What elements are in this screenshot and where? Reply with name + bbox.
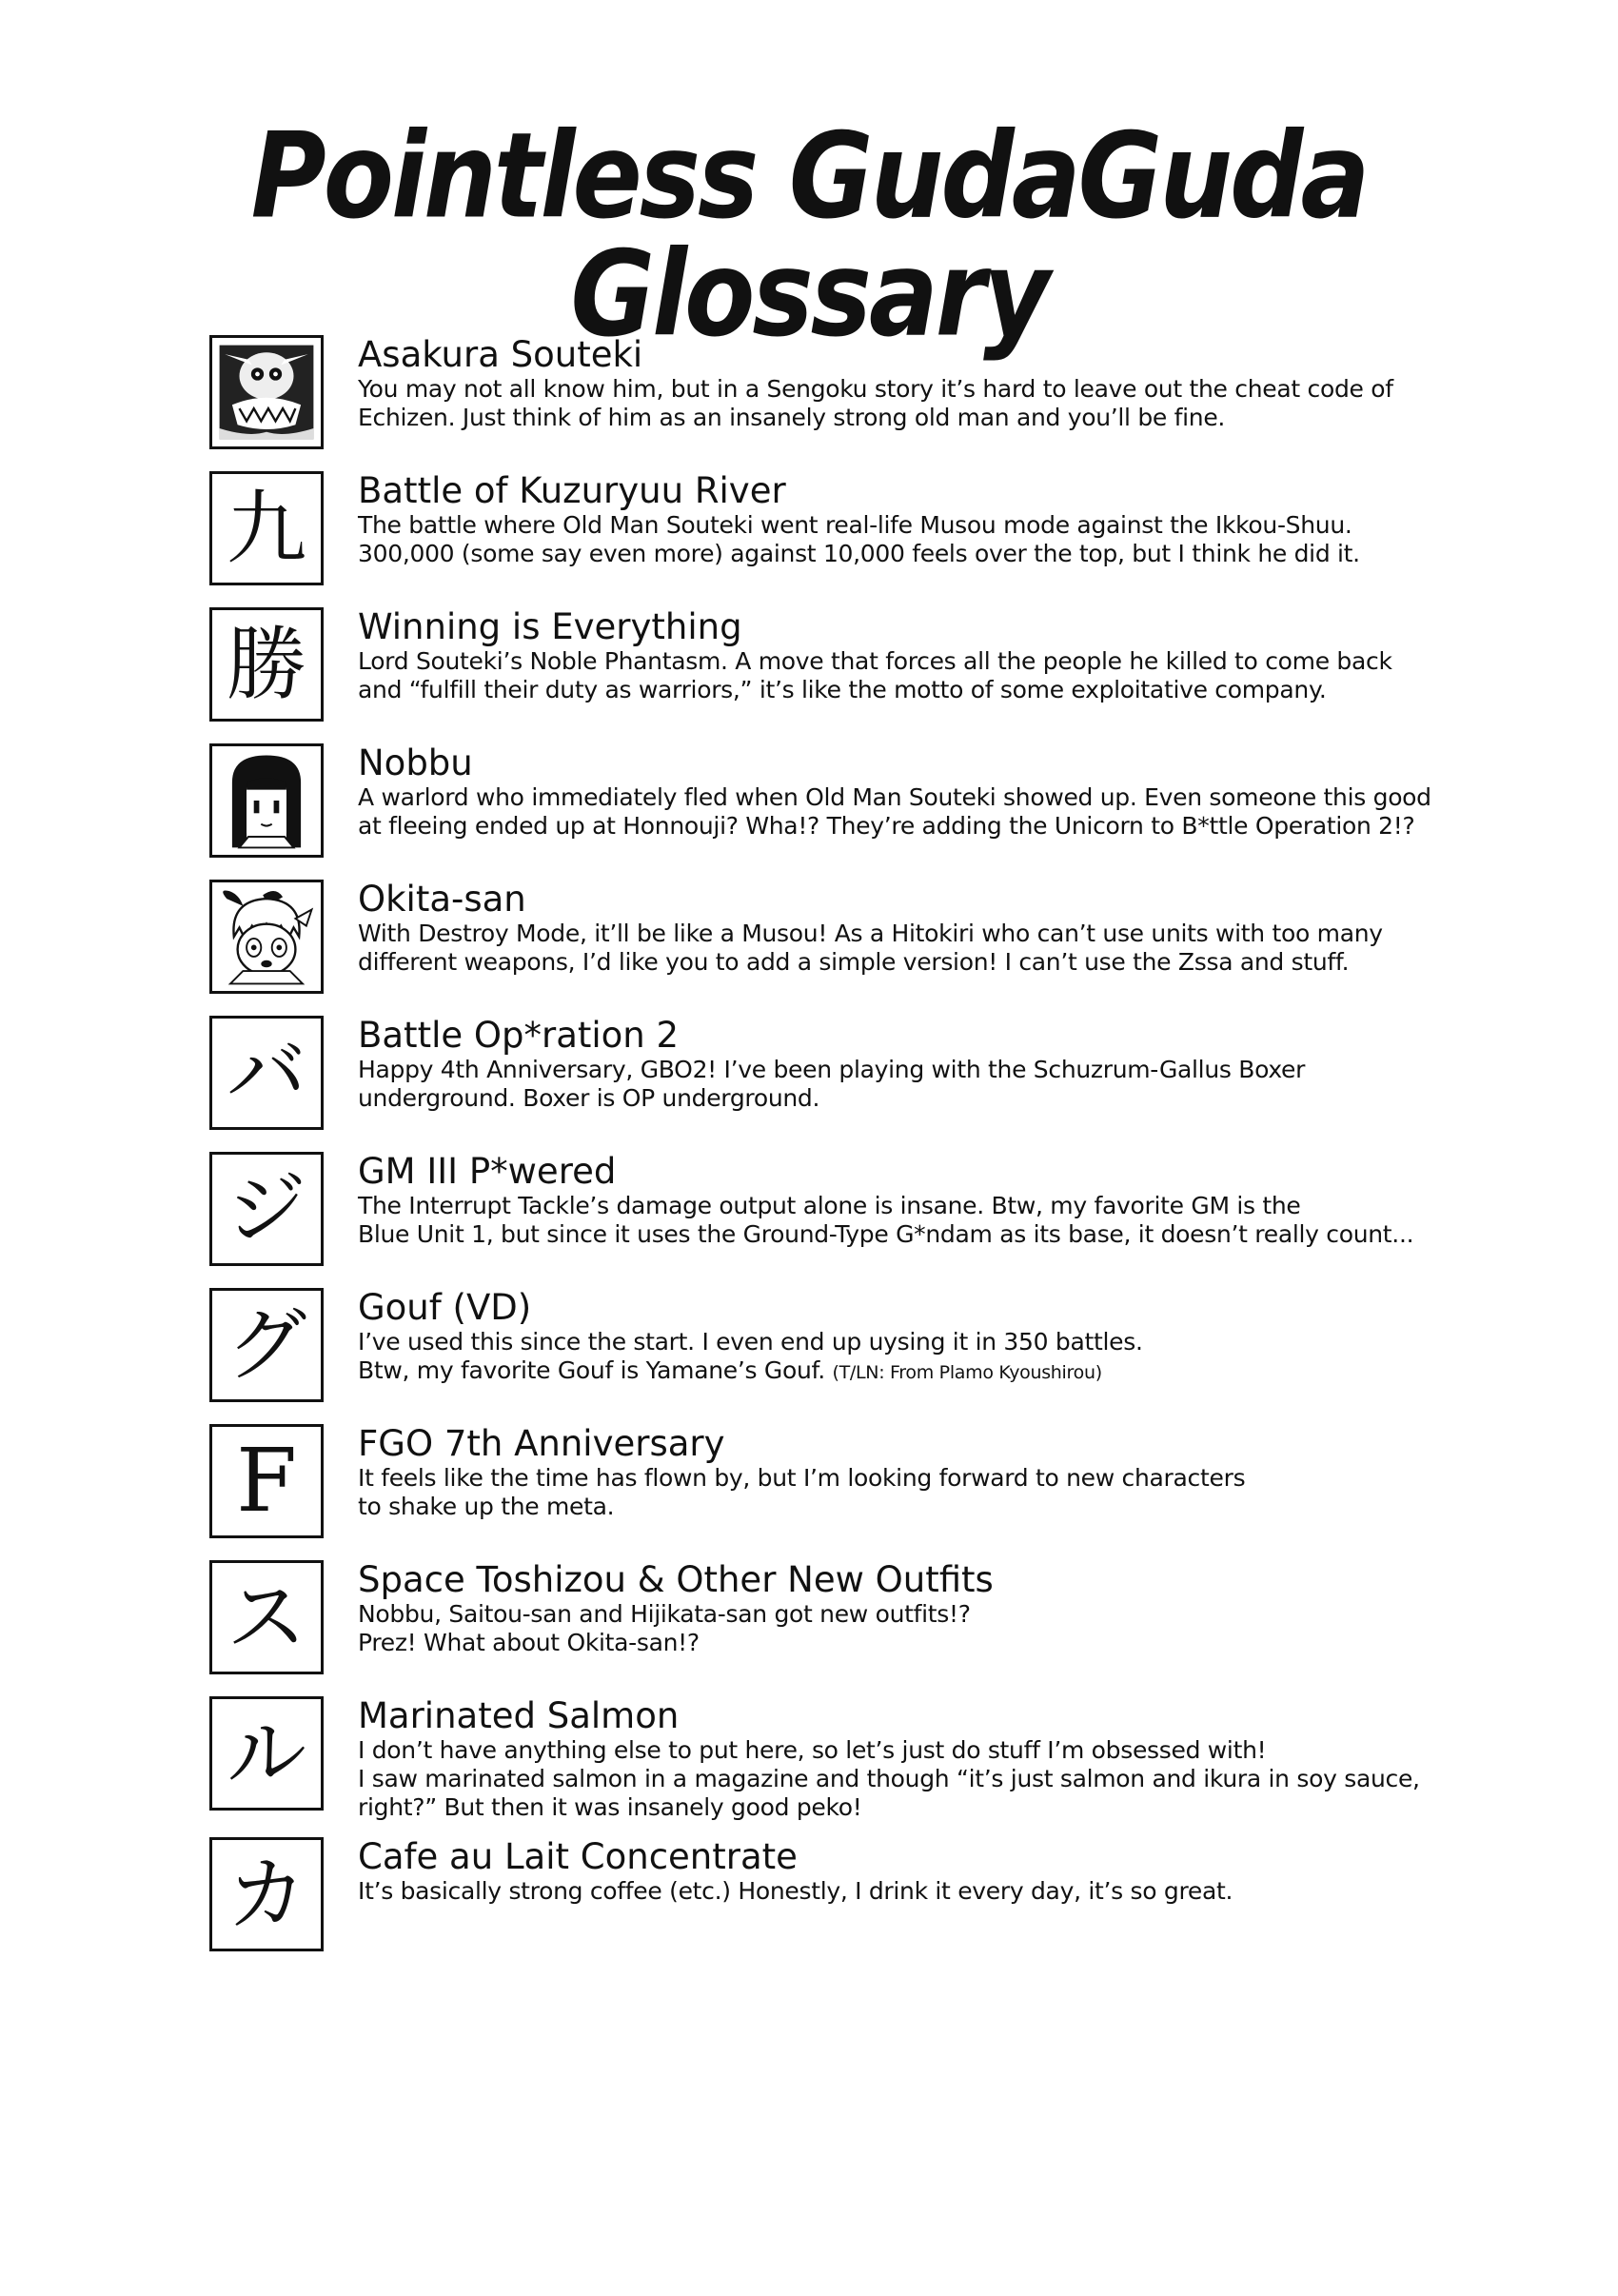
glossary-entry xyxy=(0,1288,1618,1412)
term-description-line: You may not all know him, but in a Sengoku story it’s hard to leave out the cheat code of xyxy=(358,375,1393,403)
term-title: Marinated Salmon xyxy=(358,1695,680,1736)
term-description-line: Blue Unit 1, but since it uses the Ground-Type G*ndam as its base, it doesn’t really count... xyxy=(358,1220,1414,1248)
glossary-entry xyxy=(0,1424,1618,1548)
katakana-ru-icon xyxy=(209,1696,324,1811)
icon-glyph: ジ xyxy=(226,1162,306,1256)
term-description-line: It’s basically strong coffee (etc.) Honestly, I drink it every day, it’s so great. xyxy=(358,1877,1233,1905)
term-title: Gouf (VD) xyxy=(358,1287,532,1328)
katakana-ba-icon xyxy=(209,1016,324,1130)
katakana-gu-icon xyxy=(209,1288,324,1402)
icon-glyph: バ xyxy=(226,1026,306,1119)
icon-glyph: ル xyxy=(226,1707,306,1800)
term-description-text: Btw, my favorite Gouf is Yamane’s Gouf. xyxy=(358,1356,825,1384)
kanji-nine-icon xyxy=(209,471,324,585)
icon-glyph: 勝 xyxy=(226,618,306,711)
term-description-line: underground. Boxer is OP underground. xyxy=(358,1084,820,1112)
katakana-su-icon xyxy=(209,1560,324,1674)
glossary-entry xyxy=(0,880,1618,1003)
kanji-victory-icon xyxy=(209,607,324,722)
term-description-line: I’ve used this since the start. I even end up uysing it in 350 battles. xyxy=(358,1328,1143,1356)
term-title: Winning is Everything xyxy=(358,606,742,647)
icon-glyph: グ xyxy=(226,1298,306,1392)
glossary-entry xyxy=(0,1152,1618,1276)
term-description-line xyxy=(358,1356,1548,1387)
term-description-line: Prez! What about Okita-san!? xyxy=(358,1629,700,1656)
term-title: Space Toshizou & Other New Outfits xyxy=(358,1559,994,1600)
term-title: Battle of Kuzuryuu River xyxy=(358,470,786,511)
term-title: GM III P*wered xyxy=(358,1151,617,1192)
katakana-ji-icon xyxy=(209,1152,324,1266)
icon-glyph: 九 xyxy=(226,482,306,575)
term-title: Battle Op*ration 2 xyxy=(358,1015,680,1056)
term-title: Asakura Souteki xyxy=(358,334,643,375)
term-description-line: The Interrupt Tackle’s damage output alone is insane. Btw, my favorite GM is the xyxy=(358,1192,1301,1219)
term-description-line: Lord Souteki’s Noble Phantasm. A move that forces all the people he killed to come back xyxy=(358,647,1392,675)
glossary-entry xyxy=(0,743,1618,867)
term-description-line: I saw marinated salmon in a magazine and though “it’s just salmon and ikura in soy sauce, xyxy=(358,1765,1420,1792)
term-description-line: Echizen. Just think of him as an insanely strong old man and you’ll be fine. xyxy=(358,404,1226,431)
term-title: Cafe au Lait Concentrate xyxy=(358,1836,798,1877)
term-description-line: Happy 4th Anniversary, GBO2! I’ve been playing with the Schuzrum-Gallus Boxer xyxy=(358,1056,1306,1083)
term-description-line: 300,000 (some say even more) against 10,000 feels over the top, but I think he did it. xyxy=(358,540,1360,567)
term-description-line: at fleeing ended up at Honnouji? Wha!? They’re adding the Unicorn to B*ttle Operation 2!? xyxy=(358,812,1415,840)
icon-glyph: ス xyxy=(226,1571,306,1664)
letter-f-icon xyxy=(209,1424,324,1538)
term-description-line: I don’t have anything else to put here, so let’s just do stuff I’m obsessed with! xyxy=(358,1736,1267,1764)
term-description-line: The battle where Old Man Souteki went real-life Musou mode against the Ikkou-Shuu. xyxy=(358,511,1352,539)
term-description-line: and “fulfill their duty as warriors,” it’s like the motto of some exploitative company. xyxy=(358,676,1327,703)
term-description-line: A warlord who immediately fled when Old Man Souteki showed up. Even someone this good xyxy=(358,783,1431,811)
glossary-entry xyxy=(0,335,1618,459)
nobbu-portrait-icon xyxy=(209,743,324,858)
glossary-entry xyxy=(0,471,1618,595)
okita-portrait-icon xyxy=(209,880,324,994)
icon-glyph: カ xyxy=(226,1848,306,1941)
icon-glyph: F xyxy=(236,1430,297,1532)
glossary-entry xyxy=(0,607,1618,731)
glossary-entry xyxy=(0,1016,1618,1139)
term-title: FGO 7th Anniversary xyxy=(358,1423,725,1464)
glossary-entry xyxy=(0,1837,1618,1961)
page-title: Pointless GudaGuda Glossary xyxy=(250,108,1368,364)
term-description-line: With Destroy Mode, it’ll be like a Musou! As a Hitokiri who can’t use units with too many xyxy=(358,920,1383,947)
term-description-line: It feels like the time has flown by, but I’m looking forward to new characters xyxy=(358,1464,1246,1492)
term-description-line: Nobbu, Saitou-san and Hijikata-san got new outfits!? xyxy=(358,1600,971,1628)
term-description-line: right?” But then it was insanely good peko! xyxy=(358,1793,862,1821)
term-title: Nobbu xyxy=(358,742,473,783)
term-title: Okita-san xyxy=(358,879,526,920)
glossary-entry xyxy=(0,1560,1618,1684)
katakana-ka-icon xyxy=(209,1837,324,1951)
translator-note: (T/LN: From Plamo Kyoushirou) xyxy=(832,1362,1102,1383)
term-description-line: to shake up the meta. xyxy=(358,1493,615,1520)
asakura-portrait-icon xyxy=(209,335,324,449)
glossary-entry xyxy=(0,1696,1618,1820)
term-description-line: different weapons, I’d like you to add a simple version! I can’t use the Zssa and stuff. xyxy=(358,948,1350,976)
